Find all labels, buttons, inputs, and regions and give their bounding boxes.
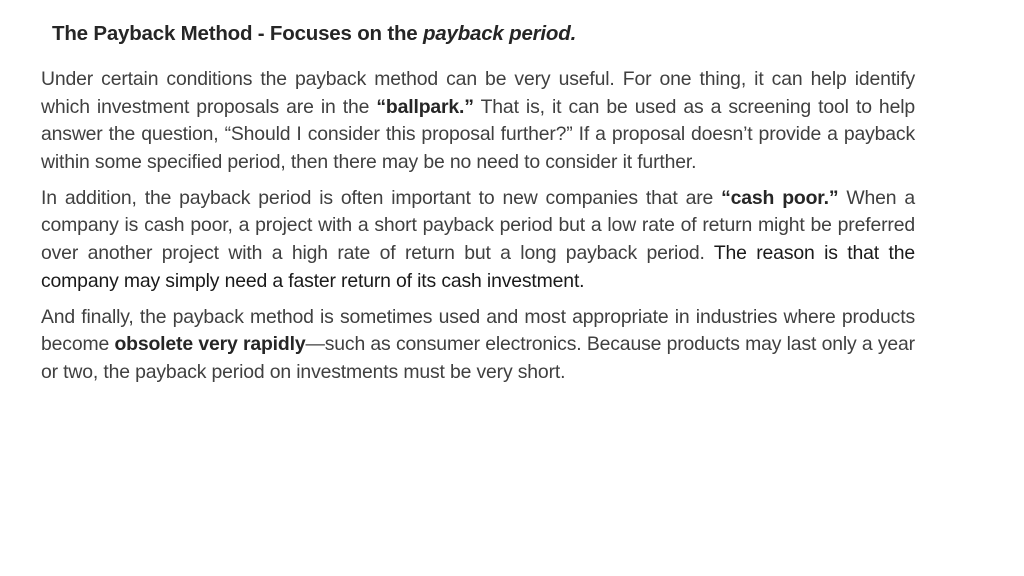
- paragraph-text: Under certain conditions the payback method can be very useful. For one thing, it can help identify which investment proposals are in the: [41, 68, 915, 118]
- title-emphasis: payback period.: [422, 22, 577, 45]
- paragraph-text: And finally, the payback method is sometimes used and most appropriate in industries where products become: [41, 305, 915, 356]
- paragraph-screening: [41, 66, 915, 176]
- title-prefix: The Payback Method - Focuses on the: [52, 22, 423, 45]
- bold-term-obsolete: obsolete very rapidly: [114, 333, 306, 356]
- paragraph-obsolete: [41, 304, 915, 387]
- paragraph-text: That is, it can be used as a screening tool to help answer the question, “Should I consider this proposal further?” If a proposal doesn’t provide a payback within some specified period, then there may be no need to consider it further.: [41, 95, 915, 173]
- paragraph-cash-poor: [41, 185, 915, 295]
- bold-term-cash-poor: “cash poor.”: [721, 186, 839, 209]
- paragraph-text: When a company is cash poor, a project with a short payback period but a low rate of return might be preferred over another project with a high rate of return but a long payback period.: [41, 186, 915, 265]
- paragraph-text: —such as consumer electronics. Because products may last only a year or two, the payback period on investments must be very short.: [41, 333, 915, 383]
- slide-title: [52, 22, 576, 46]
- bold-term-ballpark: “ballpark.”: [376, 95, 474, 118]
- paragraph-text: In addition, the payback period is often important to new companies that are: [41, 186, 722, 209]
- paragraph-text-reason: The reason is that the company may simply need a faster return of its cash investment.: [41, 242, 915, 292]
- slide-body: [41, 66, 915, 395]
